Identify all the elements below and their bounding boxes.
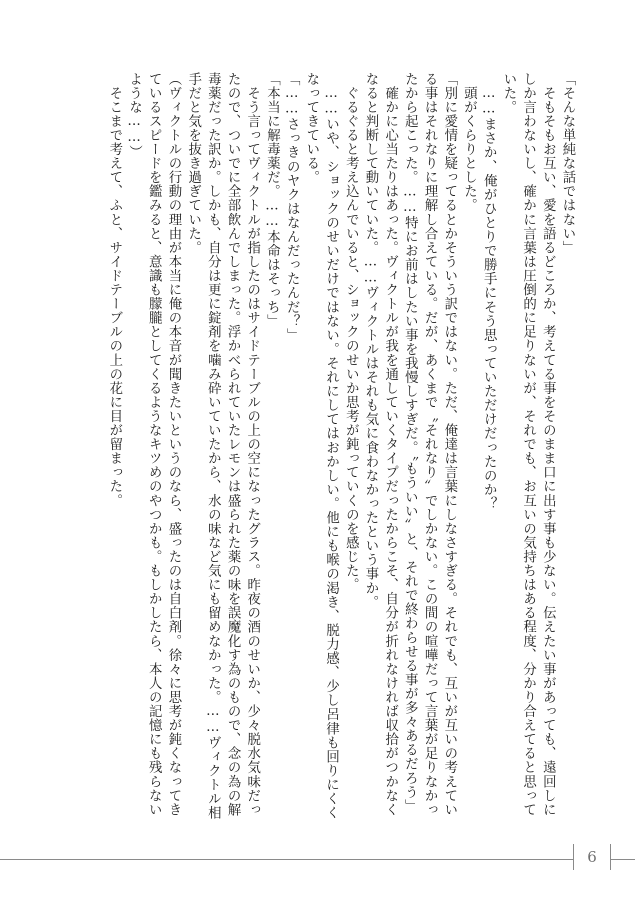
text-line: 頭がくらりとした。 — [461, 72, 477, 213]
text-line: ような……） — [126, 72, 142, 160]
text-line: 「……さっきのヤクはなんだったんだ？」 — [284, 72, 300, 343]
page-number-box — [573, 844, 611, 870]
text-line: ……まさか、俺がひとりで勝手にそう思っていただけだったのか？ — [481, 72, 497, 511]
text-line: 毒薬だった訳か。しかも、自分は更に錠剤を噛み砕いていたから、水の味など気にも留めなかった。……ヴィクトル相 — [205, 72, 221, 820]
text-line: る事はそれなりに理解し合えている。だが、あくまで〝それなり〟でしかない。この間の喧嘩だって言葉が足りなかっ — [422, 72, 438, 817]
vertical-text-body — [57, 72, 577, 832]
text-line: 手だと気を抜き過ぎていた。 — [185, 72, 201, 255]
text-line: 「別に愛情を疑ってるとかそういう訳ではない。ただ、俺達は言葉にしなさすぎる。それでも、互いが互いの考えてい — [441, 72, 457, 817]
text-line: ぐるぐると考え込んでいると、ショックのせいか思考が鈍っていくのを感じた。 — [343, 72, 359, 592]
footer-rule-end — [609, 859, 635, 860]
text-line: （ヴィクトルの行動の理由が本当に俺の本音が聞きたいというのなら、盛ったのは自白剤。徐々に思考が鈍くなってき — [165, 72, 181, 817]
footer-rule — [0, 859, 573, 860]
text-line: 確かに心当たりはあった。ヴィクトルが我を通していくタイプだったからこそ、自分が折れなければ収拾がつかなく — [382, 72, 398, 817]
text-line: 「そんな単純な話ではない」 — [560, 72, 575, 255]
text-line: しか言わないし、確かに言葉は圧倒的に足りないが、それでも、お互いの気持ちはある程度、分かり合えてると思って — [520, 72, 536, 817]
text-line: そう言ってヴィクトルが指したのはサイドテーブルの上の空になったグラス。昨夜の酒のせいか、少々脱水気味だっ — [244, 72, 260, 817]
text-line: なってきている。 — [303, 72, 319, 185]
text-line: なると判断して動いていた。……ヴィクトルはそれも気に食わなかったという事か。 — [362, 72, 378, 610]
text-line: そもそもお互い、愛を語るどころか、考えてる事をそのまま口に出す事も少ない。伝えたい事があっても、遠回しに — [540, 72, 556, 817]
text-line: いた。 — [500, 72, 516, 115]
text-line: たから起こった。……特にお前はしたい事を我慢しすぎだ。〝もういい〟と、それで終わらせる事が多々あるだろう」 — [402, 72, 418, 814]
text-line: ……いや、ショックのせいだけではない。それにしてはおかしい。他にも喉の渇き、脱力感、少し呂律も回りにくく — [323, 72, 339, 820]
text-line: たので、ついでに全部飲んでしまった。浮かべられていたレモンは盛られた薬の味を誤魔化す為のもので、念の為の解 — [225, 72, 241, 817]
text-line: 「本当に解毒薬だ。……本命はそっち」 — [264, 72, 280, 329]
page-number: 6 — [587, 848, 597, 866]
text-line: そこまで考えて、ふと、サイドテーブルの上の花に目が留まった。 — [106, 72, 122, 508]
text-line: ているスピードを鑑みると、意識も朦朧としてくるようなキツめのやつかも。もしかしたら、本人の記憶にも残らない — [146, 72, 162, 817]
